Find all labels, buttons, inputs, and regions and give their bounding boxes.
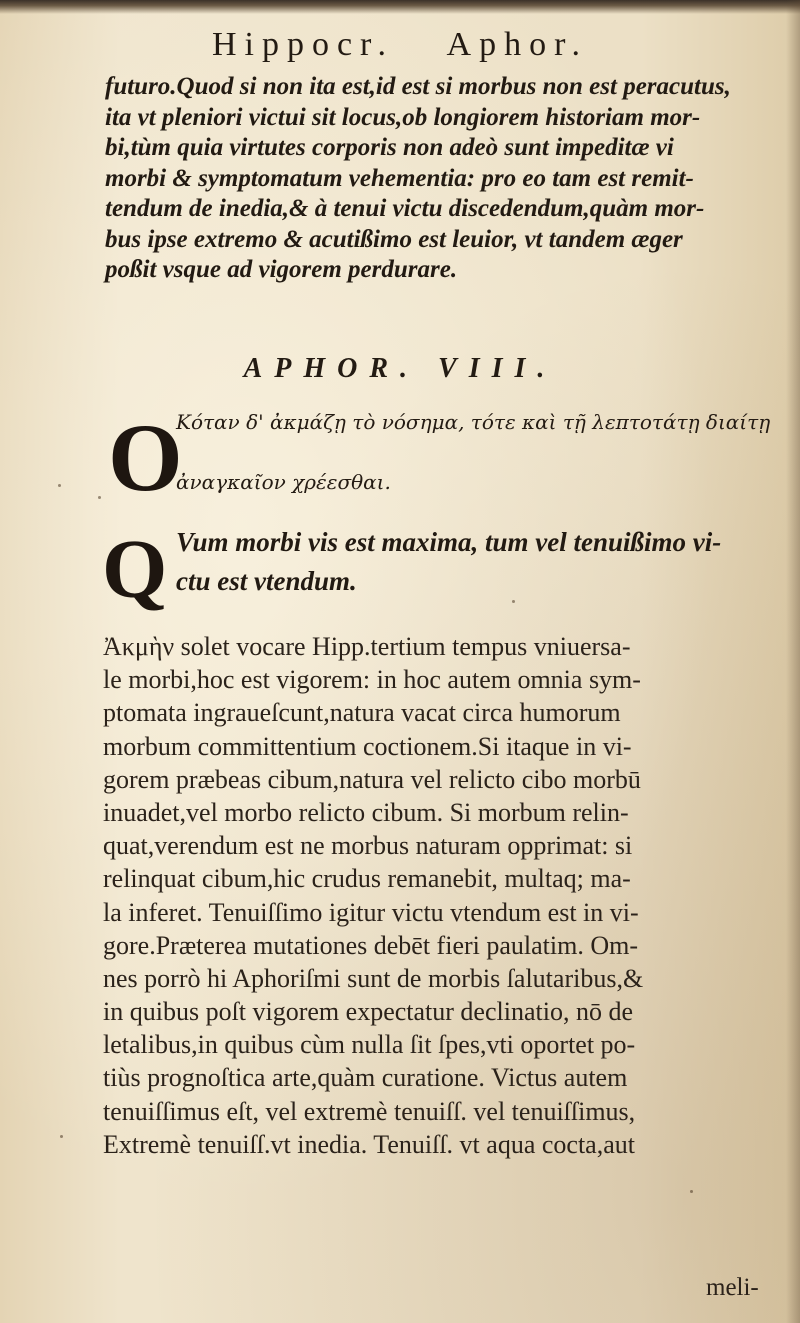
commentary-line: ptomata ingraueſcunt,natura vacat circa humorum xyxy=(103,698,621,728)
commentary-line: morbum committentium coctionem.Si itaque in vi- xyxy=(103,731,632,761)
commentary-line: gorem præbeas cibum,natura vel relicto cibo morbū xyxy=(103,764,641,794)
commentary-line: inuadet,vel morbo relicto cibum. Si morbum relin- xyxy=(103,797,629,827)
running-head-left: Hippocr. xyxy=(211,26,395,63)
paper-speck xyxy=(98,496,101,499)
continuation-line: tendum de inedia,& à tenui victu discedendum,quàm mor- xyxy=(105,195,705,222)
commentary-line: relinquat cibum,hic crudus remanebit, multaq; ma- xyxy=(103,864,631,894)
commentary-line: le morbi,hoc est vigorem: in hoc autem omnia sym- xyxy=(103,665,641,695)
commentary-line: nes porrò hi Aphoriſmi sunt de morbis ſalutaribus,& xyxy=(103,963,644,993)
paper-speck xyxy=(690,1190,693,1193)
commentary-line: la inferet. Tenuiſſimo igitur victu vtendum est in vi- xyxy=(103,897,639,927)
continuation-line: ita vt pleniori victui sit locus,ob longiorem historiam mor- xyxy=(105,103,701,131)
commentary-paragraph xyxy=(103,630,793,1161)
continuation-line: futuro.Quod si non ita est,id est si morbus non est peracutus, xyxy=(105,73,731,100)
aphorism-heading: APHOR. VIII. xyxy=(243,353,557,384)
paper-speck xyxy=(58,484,61,487)
continuation-line: bus ipse extremo & acutißimo est leuior, vt tandem æger xyxy=(105,225,683,253)
commentary-line: tenuiſſimus eſt, vel extremè tenuiſſ. vel tenuiſſimus, xyxy=(103,1096,636,1126)
paper-speck xyxy=(512,600,515,603)
catchword: meli- xyxy=(706,1274,759,1301)
commentary-line: in quibus poſt vigorem expectatur declinatio, nō de xyxy=(103,997,633,1027)
continuation-line: bi,tùm quia virtutes corporis non adeò sunt impeditæ vi xyxy=(105,134,674,161)
page-top-shadow xyxy=(0,0,800,14)
running-head xyxy=(0,26,800,64)
continuation-paragraph xyxy=(105,72,795,286)
commentary-line: Extremè tenuiſſ.vt inedia. Tenuiſſ. vt aqua cocta,aut xyxy=(103,1129,635,1159)
greek-line-2: ἀναγκαῖον χρέεσθαι. xyxy=(176,470,391,494)
latin-dropcap: Q xyxy=(102,523,168,616)
commentary-line: Ἀκμὴν solet vocare Hipp.tertium tempus vniuersa- xyxy=(103,632,631,661)
commentary-line: letalibus,in quibus cùm nulla ſit ſpes,vti oportet po- xyxy=(103,1030,636,1060)
continuation-line: morbi & symptomatum vehementia: pro eo tam est remit- xyxy=(105,164,694,192)
continuation-line: poßit vsque ad vigorem perdurare. xyxy=(105,256,458,283)
commentary-line: gore.Prӕterea mutationes debēt fieri paulatim. Om- xyxy=(103,930,638,960)
greek-dropcap: O xyxy=(108,404,183,511)
commentary-line: tiùs prognoſtica arte,quàm curatione. Victus autem xyxy=(103,1063,628,1093)
latin-line-1: Vum morbi vis est maxima, tum vel tenuißimo vi- xyxy=(176,527,722,557)
paper-speck xyxy=(60,1135,63,1138)
running-head-right: Aphor. xyxy=(446,26,589,63)
latin-line-2: ctu est vtendum. xyxy=(176,566,357,596)
commentary-line: quat,verendum est ne morbus naturam opprimat: si xyxy=(103,831,633,861)
greek-line-1: Κόταν δ' ἀκμάζῃ τὸ νόσημα, τότε καὶ τῇ λεπτοτάτῃ διαίτῃ xyxy=(176,410,771,434)
